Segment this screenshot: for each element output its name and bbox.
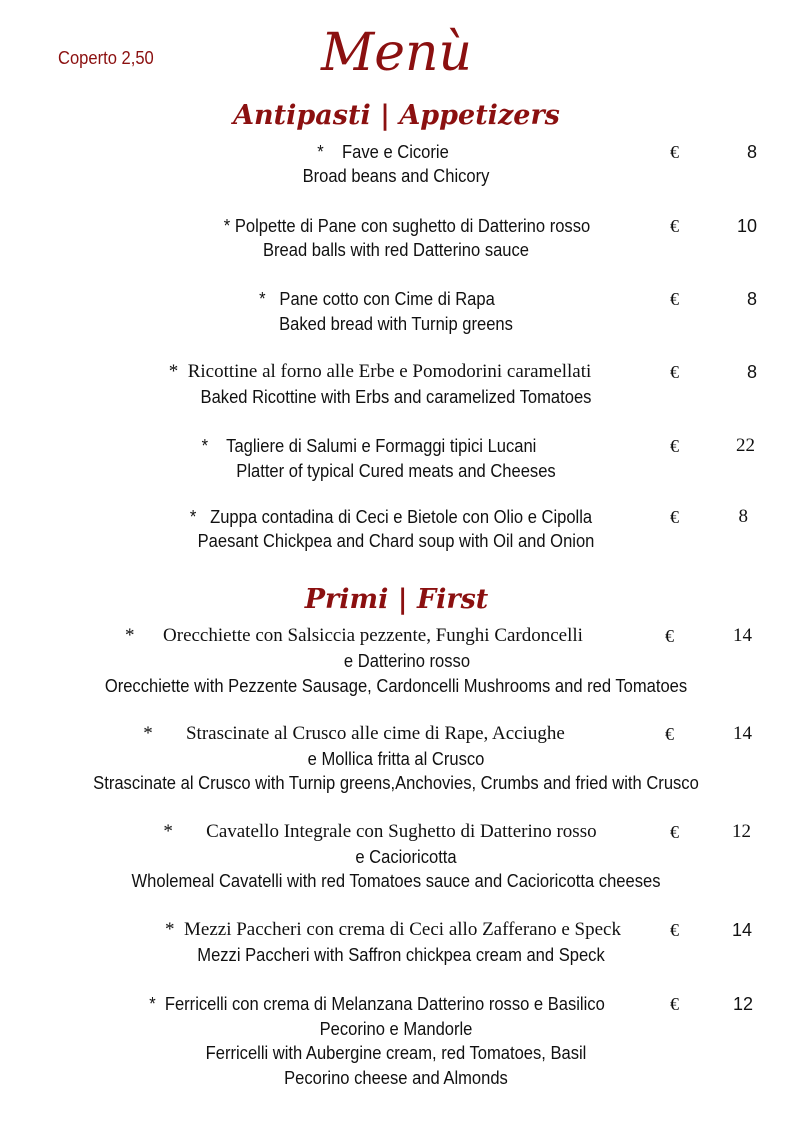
dish-translation: Ferricelli with Aubergine cream, red Tomatoes, Basil — [205, 1043, 587, 1063]
dish-translation: Platter of typical Cured meats and Cheeses — [236, 461, 556, 481]
dish-price: 8 — [746, 362, 757, 382]
currency-symbol: € — [670, 289, 679, 309]
dish-translation: Wholemeal Cavatelli with red Tomatoes sauce and Cacioricotta cheeses — [131, 871, 661, 891]
dish-translation: Strascinate al Crusco with Turnip greens,Anchovies, Crumbs and fried with Crusco — [93, 773, 699, 793]
dish-name-continued: e Cacioricotta — [355, 847, 457, 867]
section-heading-antipasti: Antipasti | Appetizers — [233, 100, 560, 131]
currency-symbol: € — [670, 142, 679, 162]
dish-name: * Cavatello Integrale con Sughetto di Datterino rosso — [163, 821, 597, 842]
dish-name-continued: e Datterino rosso — [343, 651, 471, 671]
dish-price: 12 — [732, 994, 753, 1014]
dish-name: * Fave e Cicorie — [317, 142, 449, 162]
currency-symbol: € — [670, 920, 679, 940]
menu-title: Menù — [321, 23, 472, 83]
dish-price: 8 — [746, 289, 757, 309]
dish-name: * Zuppa contadina di Ceci e Bietole con Olio e Cipolla — [189, 507, 593, 527]
dish-name-continued: e Mollica fritta al Crusco — [307, 749, 485, 769]
cover-charge: Coperto 2,50 — [58, 48, 154, 68]
currency-symbol: € — [665, 626, 674, 646]
dish-translation-continued: Pecorino cheese and Almonds — [284, 1068, 508, 1088]
currency-symbol: € — [670, 507, 679, 527]
currency-symbol: € — [670, 436, 679, 456]
dish-translation: Bread balls with red Datterino sauce — [262, 240, 530, 260]
section-heading-primi: Primi | First — [304, 584, 489, 615]
dish-price: 10 — [736, 216, 757, 236]
dish-name: * Polpette di Pane con sughetto di Datterino rosso — [223, 216, 591, 236]
dish-price: 12 — [732, 821, 751, 842]
currency-symbol: € — [670, 216, 679, 236]
dish-price: 14 — [731, 920, 752, 940]
dish-name: * Pane cotto con Cime di Rapa — [259, 289, 495, 309]
currency-symbol: € — [670, 994, 679, 1014]
dish-price: 8 — [746, 142, 757, 162]
dish-translation: Mezzi Paccheri with Saffron chickpea cream and Speck — [197, 945, 605, 965]
currency-symbol: € — [670, 362, 679, 382]
dish-name: * Ricottine al forno alle Erbe e Pomodorini caramellati — [168, 361, 592, 382]
dish-name: * Orecchiette con Salsiccia pezzente, Funghi Cardoncelli — [125, 625, 583, 646]
dish-translation: Orecchiette with Pezzente Sausage, Cardoncelli Mushrooms and red Tomatoes — [104, 676, 688, 696]
dish-translation: Paesant Chickpea and Chard soup with Oil and Onion — [197, 531, 595, 551]
dish-name: * Ferricelli con crema di Melanzana Datterino rosso e Basilico — [149, 994, 605, 1014]
dish-price: 22 — [736, 435, 755, 456]
dish-price: 14 — [733, 723, 752, 744]
currency-symbol: € — [665, 724, 674, 744]
dish-name-continued: Pecorino e Mandorle — [319, 1019, 473, 1039]
dish-name: * Tagliere di Salumi e Formaggi tipici Lucani — [201, 436, 537, 456]
dish-price: 8 — [738, 506, 748, 527]
dish-translation: Broad beans and Chicory — [302, 166, 490, 186]
dish-name: * Strascinate al Crusco alle cime di Rape, Acciughe — [143, 723, 565, 744]
currency-symbol: € — [670, 822, 679, 842]
dish-name: * Mezzi Paccheri con crema di Ceci allo Zafferano e Speck — [165, 919, 621, 940]
dish-translation: Baked Ricottine with Erbs and caramelized Tomatoes — [200, 387, 592, 407]
dish-translation: Baked bread with Turnip greens — [279, 314, 513, 334]
dish-price: 14 — [733, 625, 752, 646]
